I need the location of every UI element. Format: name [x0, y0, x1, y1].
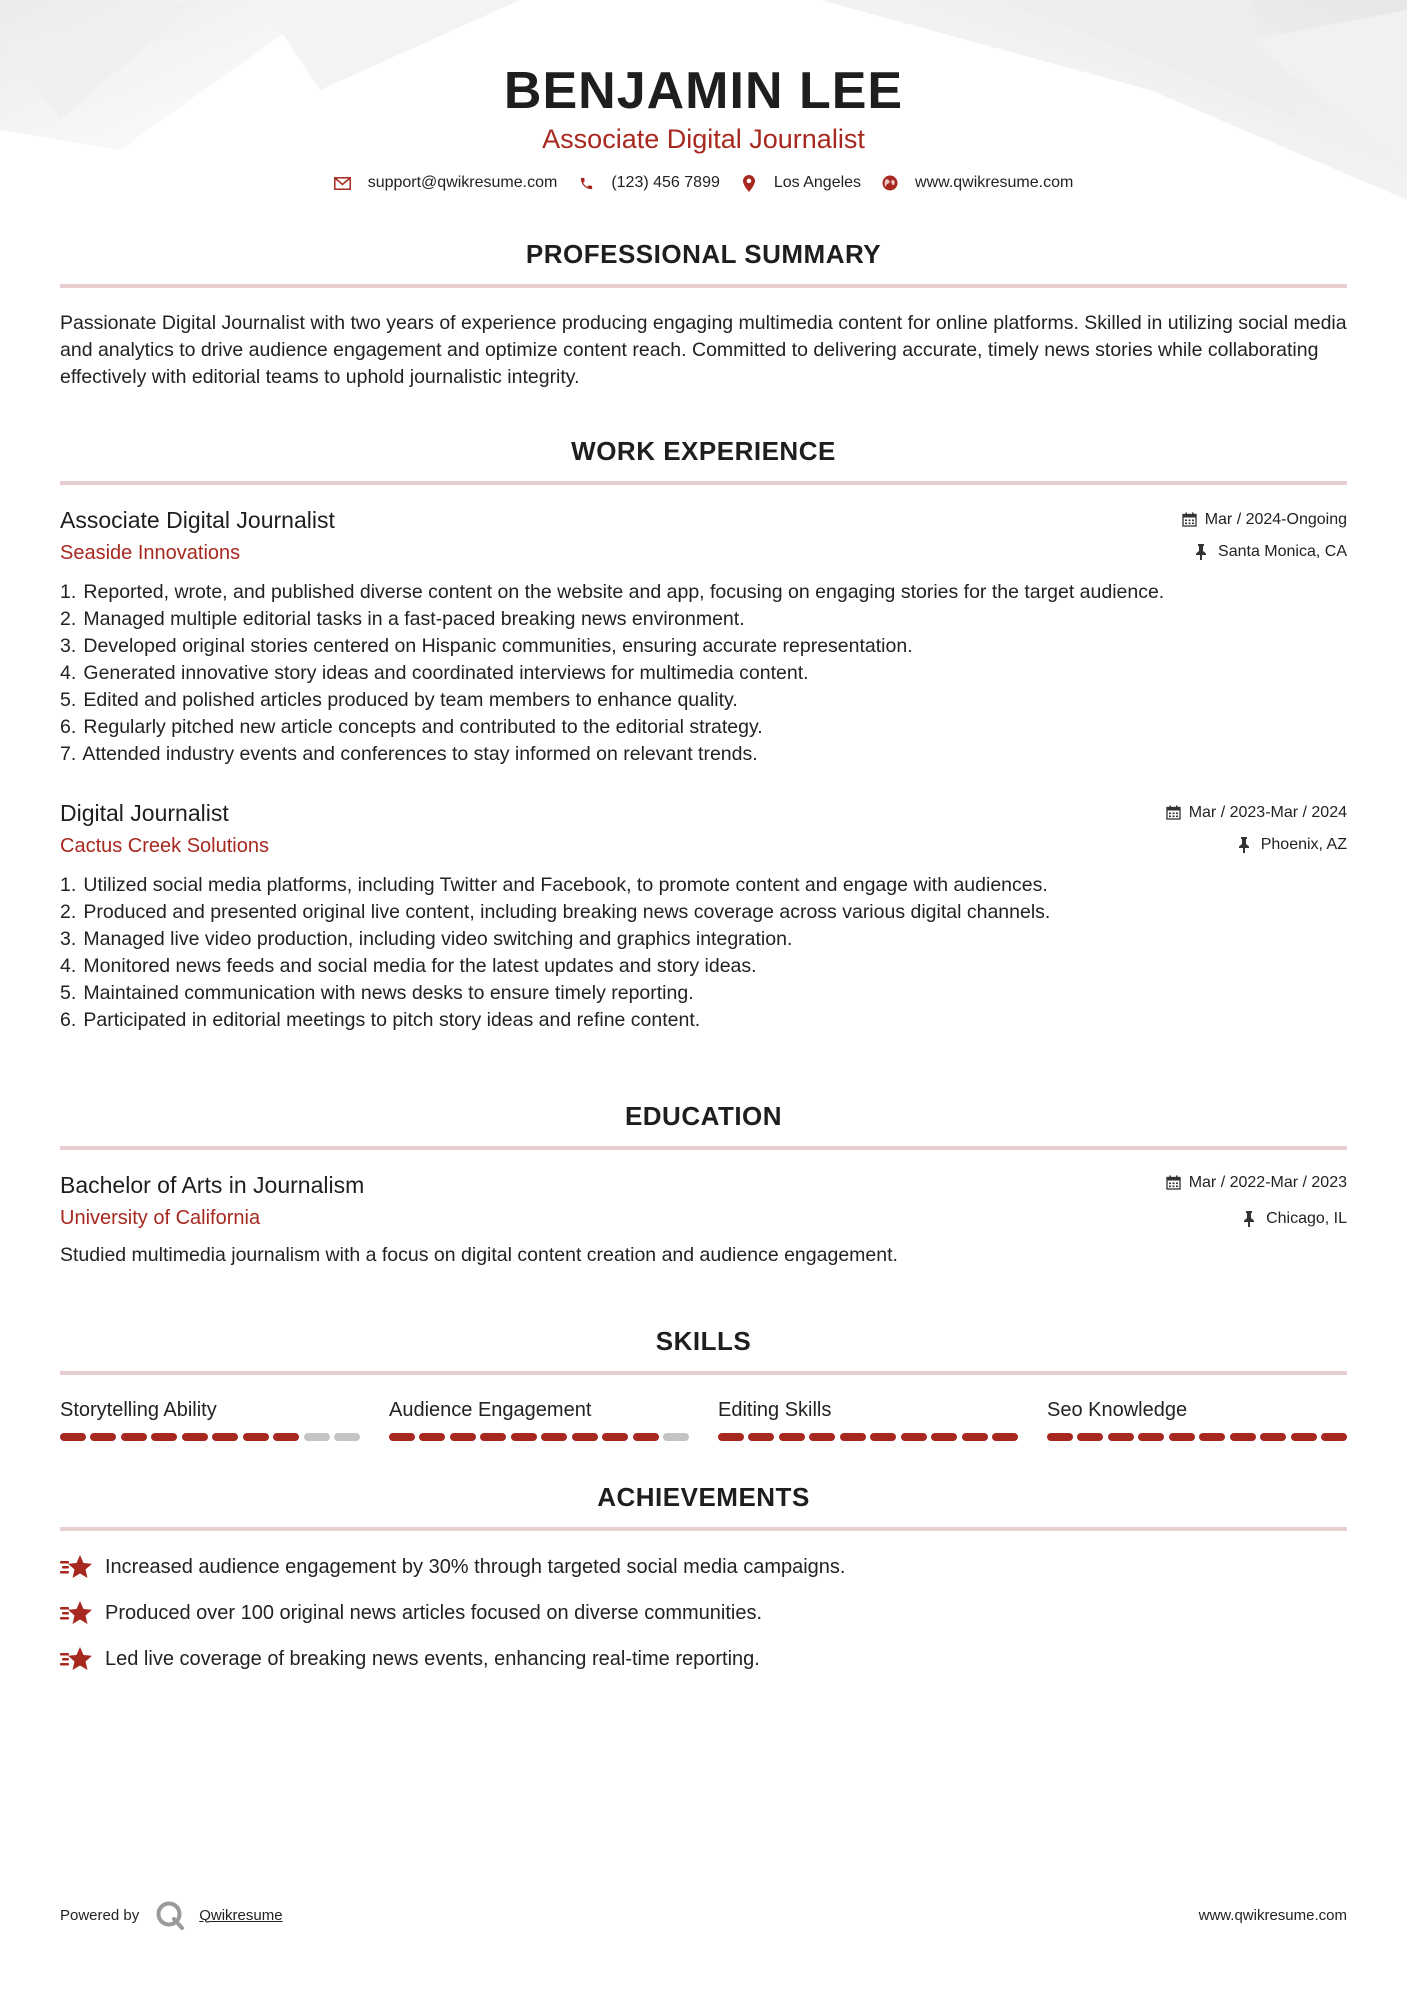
skill-segment-filled: [748, 1433, 774, 1441]
skill-segment-filled: [541, 1433, 567, 1441]
achievement-text: Produced over 100 original news articles focused on diverse communities.: [105, 1602, 763, 1624]
education-location: [1166, 1208, 1347, 1230]
education-section: [60, 1100, 1347, 1269]
list-item: 3. Developed original stories centered on Hispanic communities, ensuring accurate representation.: [60, 635, 913, 657]
contact-email-text: support@qwikresume.com: [367, 174, 558, 191]
contact-phone[interactable]: [577, 174, 720, 192]
education-header: [60, 1170, 1347, 1232]
education-heading: EDUCATION: [624, 1101, 783, 1131]
list-item: 4. Generated innovative story ideas and coordinated interviews for multimedia content.: [60, 662, 809, 684]
job-title: Associate Digital Journalist: [60, 507, 335, 533]
education-entry: [60, 1170, 1347, 1269]
skill-level-bar: [718, 1433, 1018, 1441]
education-dates-text: Mar / 2022-Mar / 2023: [1188, 1174, 1347, 1191]
achievement-item: [60, 1599, 1347, 1627]
skills-section: [60, 1325, 1347, 1441]
resume-header: [60, 0, 1347, 192]
skill-segment-filled: [870, 1433, 896, 1441]
summary-text: Passionate Digital Journalist with two years of experience producing engaging multimedia content for online platforms. Skilled in utilizing social media and analytics to drive audience engagement and optimize content reach. Committed to delivering accurate, timely news stories while collaborating effectively with editorial teams to uphold journalistic integrity.: [60, 312, 1347, 388]
achievements-divider: [60, 1527, 1347, 1531]
skills-heading: SKILLS: [655, 1326, 752, 1356]
skill-segment-filled: [1169, 1433, 1195, 1441]
calendar-icon: [1166, 1175, 1182, 1191]
job-meta: [1182, 505, 1347, 563]
skill-segment-filled: [779, 1433, 805, 1441]
job-dates-text: Mar / 2023-Mar / 2024: [1188, 804, 1347, 821]
skill-segment-filled: [419, 1433, 445, 1441]
map-marker-icon: [740, 174, 758, 192]
skill-segment-filled: [450, 1433, 476, 1441]
skill-segment-filled: [1077, 1433, 1103, 1441]
list-item: 7. Attended industry events and conferences to stay informed on relevant trends.: [60, 743, 758, 765]
skill-segment-filled: [602, 1433, 628, 1441]
skill-segment-empty: [663, 1433, 689, 1441]
achievement-item: [60, 1645, 1347, 1673]
list-item: 6. Regularly pitched new article concepts and contributed to the editorial strategy.: [60, 716, 763, 738]
pushpin-icon: [1243, 1211, 1259, 1227]
skill-segment-filled: [931, 1433, 957, 1441]
contact-phone-text: (123) 456 7899: [611, 174, 720, 191]
achievements-section: [60, 1481, 1347, 1673]
contact-email[interactable]: [334, 174, 558, 192]
list-item: 2. Produced and presented original live content, including breaking news coverage across various digital channels.: [60, 901, 1051, 923]
skill-item: [389, 1397, 689, 1441]
calendar-icon: [1182, 512, 1198, 528]
skill-segment-filled: [151, 1433, 177, 1441]
achievement-text: Led live coverage of breaking news events, enhancing real-time reporting.: [105, 1648, 760, 1670]
globe-icon: [881, 174, 899, 192]
skill-segment-empty: [334, 1433, 360, 1441]
job-dates-text: Mar / 2024-Ongoing: [1204, 511, 1347, 528]
skill-segment-filled: [1199, 1433, 1225, 1441]
skill-segment-filled: [1138, 1433, 1164, 1441]
skill-segment-filled: [182, 1433, 208, 1441]
skill-segment-filled: [273, 1433, 299, 1441]
school-name: University of California: [60, 1207, 261, 1229]
achievement-text: Increased audience engagement by 30% through targeted social media campaigns.: [105, 1556, 846, 1578]
skill-segment-filled: [1230, 1433, 1256, 1441]
star-icon: [60, 1553, 94, 1581]
contact-bar: [60, 174, 1347, 192]
experience-divider: [60, 481, 1347, 485]
job-dates: [1182, 509, 1347, 531]
job-title: Digital Journalist: [60, 800, 229, 826]
skill-segment-filled: [243, 1433, 269, 1441]
skill-segment-filled: [809, 1433, 835, 1441]
skill-level-bar: [60, 1433, 360, 1441]
skill-segment-filled: [511, 1433, 537, 1441]
skills-grid: [60, 1397, 1347, 1441]
contact-website[interactable]: [881, 174, 1073, 192]
skill-segment-filled: [90, 1433, 116, 1441]
achievements-list: [60, 1553, 1347, 1673]
skill-segment-filled: [1108, 1433, 1134, 1441]
summary-divider: [60, 284, 1347, 288]
skill-level-bar: [1047, 1433, 1347, 1441]
candidate-name: BENJAMIN LEE: [503, 62, 904, 120]
skill-segment-filled: [633, 1433, 659, 1441]
list-item: 6. Participated in editorial meetings to pitch story ideas and refine content.: [60, 1009, 701, 1031]
education-meta: [1166, 1170, 1347, 1230]
skills-divider: [60, 1371, 1347, 1375]
job-location-text: Santa Monica, CA: [1218, 543, 1347, 560]
degree-title: Bachelor of Arts in Journalism: [60, 1172, 365, 1198]
candidate-title: Associate Digital Journalist: [542, 124, 865, 154]
star-icon: [60, 1645, 94, 1673]
job-location: [1166, 834, 1347, 856]
job-bullets: [60, 872, 1347, 1034]
list-item: 5. Maintained communication with news desks to ensure timely reporting.: [60, 982, 694, 1004]
summary-heading: PROFESSIONAL SUMMARY: [525, 239, 882, 269]
powered-by: [60, 1900, 283, 1930]
qwikresume-logo-icon: [155, 1900, 185, 1930]
skill-segment-filled: [121, 1433, 147, 1441]
skill-segment-filled: [389, 1433, 415, 1441]
list-item: 4. Monitored news feeds and social media for the latest updates and story ideas.: [60, 955, 757, 977]
job-entry: [60, 505, 1347, 768]
calendar-icon: [1166, 805, 1182, 821]
pushpin-icon: [1238, 837, 1254, 853]
skill-segment-filled: [480, 1433, 506, 1441]
skill-level-bar: [389, 1433, 689, 1441]
skill-segment-filled: [212, 1433, 238, 1441]
list-item: 3. Managed live video production, including video switching and graphics integration.: [60, 928, 793, 950]
page-footer: [60, 1900, 1347, 1930]
achievement-item: [60, 1553, 1347, 1581]
envelope-icon: [334, 174, 352, 192]
skill-segment-filled: [962, 1433, 988, 1441]
skill-segment-filled: [992, 1433, 1018, 1441]
skill-segment-filled: [572, 1433, 598, 1441]
skill-name: Seo Knowledge: [1047, 1399, 1188, 1421]
skill-item: [1047, 1397, 1347, 1441]
education-dates: [1166, 1172, 1347, 1194]
job-location: [1182, 541, 1347, 563]
contact-location: [740, 174, 861, 192]
education-description: Studied multimedia journalism with a focus on digital content creation and audience engagement.: [60, 1244, 898, 1266]
powered-by-label: Powered by: [60, 1906, 140, 1924]
job-entry: [60, 798, 1347, 1034]
list-item: 1. Utilized social media platforms, including Twitter and Facebook, to promote content and engage with audiences.: [60, 874, 1048, 896]
education-location-text: Chicago, IL: [1266, 1210, 1347, 1227]
job-company: Seaside Innovations: [60, 542, 241, 564]
skill-name: Editing Skills: [718, 1399, 832, 1421]
contact-location-text: Los Angeles: [773, 174, 862, 191]
skill-segment-filled: [840, 1433, 866, 1441]
skill-segment-filled: [60, 1433, 86, 1441]
list-item: 5. Edited and polished articles produced by team members to enhance quality.: [60, 689, 738, 711]
skill-segment-filled: [1260, 1433, 1286, 1441]
job-header: [60, 505, 1347, 567]
education-divider: [60, 1146, 1347, 1150]
skill-segment-filled: [1047, 1433, 1073, 1441]
skill-name: Storytelling Ability: [60, 1399, 217, 1421]
skill-item: [60, 1397, 360, 1441]
phone-icon: [577, 174, 595, 192]
job-company: Cactus Creek Solutions: [60, 835, 269, 857]
skill-name: Audience Engagement: [389, 1399, 592, 1421]
list-item: 2. Managed multiple editorial tasks in a fast-paced breaking news environment.: [60, 608, 745, 630]
summary-section: [60, 238, 1347, 391]
job-bullets: [60, 579, 1347, 768]
experience-heading: WORK EXPERIENCE: [571, 436, 836, 466]
skill-segment-filled: [1321, 1433, 1347, 1441]
skill-segment-filled: [718, 1433, 744, 1441]
skill-segment-filled: [901, 1433, 927, 1441]
job-location-text: Phoenix, AZ: [1260, 836, 1347, 853]
skill-segment-filled: [1291, 1433, 1317, 1441]
list-item: 1. Reported, wrote, and published diverse content on the website and app, focusing on engaging stories for the target audience.: [60, 581, 1165, 603]
skill-segment-empty: [304, 1433, 330, 1441]
experience-section: [60, 435, 1347, 1034]
job-dates: [1166, 802, 1347, 824]
job-header: [60, 798, 1347, 860]
star-icon: [60, 1599, 94, 1627]
skill-item: [718, 1397, 1018, 1441]
contact-website-text: www.qwikresume.com: [915, 174, 1074, 191]
footer-website[interactable]: www.qwikresume.com: [1198, 1906, 1347, 1924]
job-meta: [1166, 798, 1347, 856]
pushpin-icon: [1195, 544, 1211, 560]
achievements-heading: ACHIEVEMENTS: [597, 1482, 810, 1512]
qwikresume-link[interactable]: Qwikresume: [199, 1906, 283, 1924]
